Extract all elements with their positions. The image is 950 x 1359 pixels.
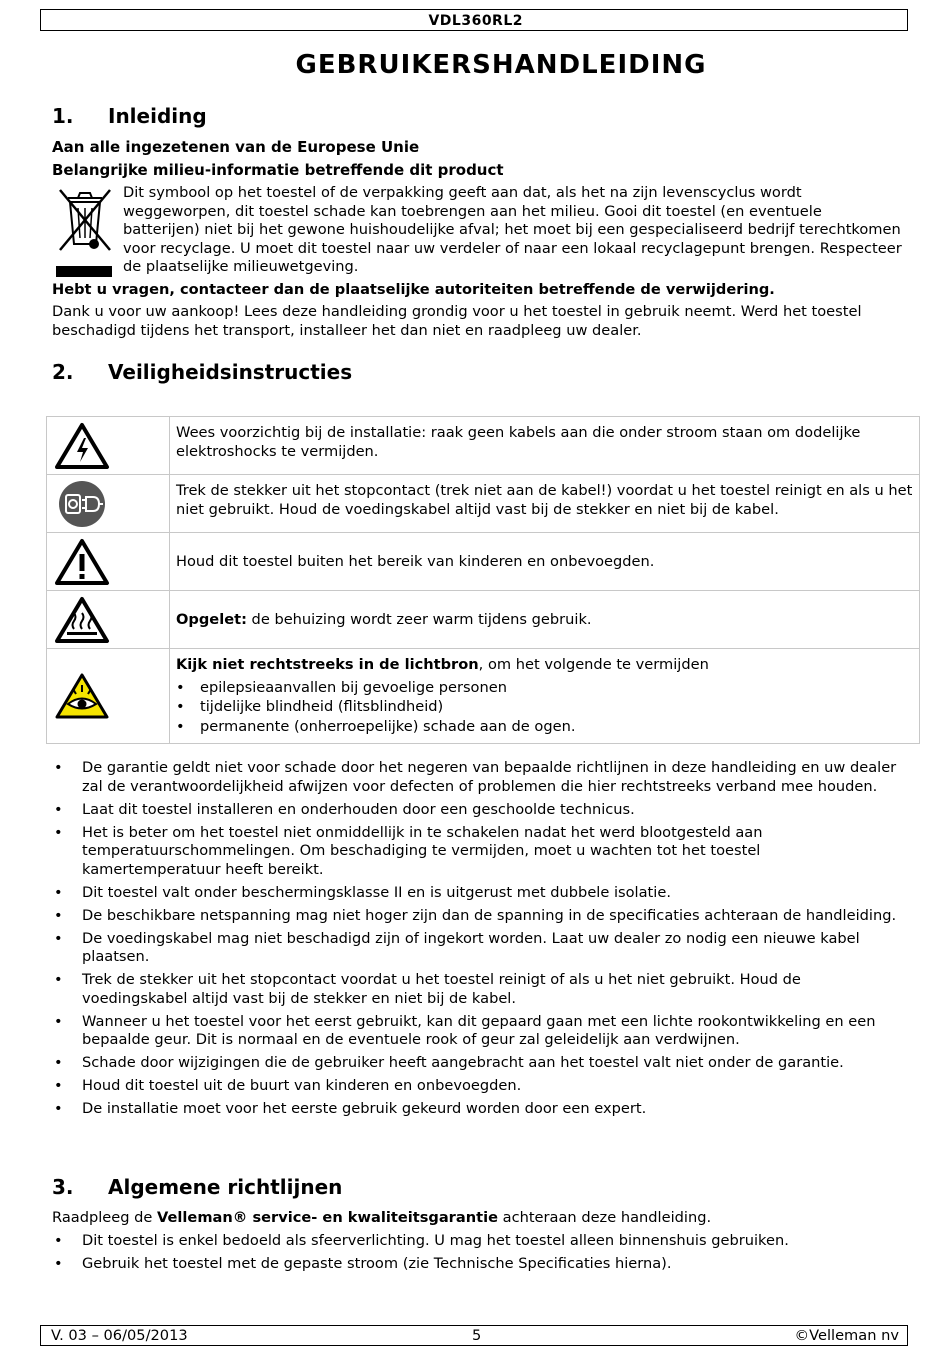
weee-text: Dit symbool op het toestel of de verpakking geeft aan dat, als het na zijn levenscyclus wordt weggeworpen, dit toestel schade kan toebrengen aan het milieu. Gooi dit toestel (en eventuele batterijen) niet bij het gewone huishoudelijke afval; het moet bij een gespecialiseerd bedrijf terechtkomen voor recyclage. U moet dit toestel naar uw verdeler of naar een lokaal recyclagepunt brengen. Respecteer de plaatselijke milieuwetgeving.	[123, 184, 902, 275]
intro-text-end: achteraan deze handleiding.	[497, 1209, 712, 1226]
eye-light-warning-icon	[53, 671, 111, 721]
list-item: • Gebruik het toestel met de gepaste stroom (zie Technische Specificaties hierna).	[52, 1255, 902, 1274]
safety-row	[47, 591, 920, 649]
version-date: V. 03 – 06/05/2013	[51, 1327, 188, 1344]
list-item: • epilepsieaanvallen bij gevoelige personen	[176, 679, 913, 698]
section-title: Inleiding	[108, 104, 207, 128]
crossed-bin-icon	[54, 184, 116, 279]
eye-warning-intro	[176, 656, 913, 675]
list-item: • Het is beter om het toestel niet onmiddellijk in te schakelen nadat het werd blootgesteld aan temperatuurschommelingen. Om beschadiging te vermijden, moet u wachten tot het toestel kamertemperatuur heeft bereikt.	[52, 824, 902, 880]
guidelines-list	[52, 1232, 902, 1278]
warning-text: de behuizing wordt zeer warm tijdens gebruik.	[246, 610, 592, 628]
authorities-note: Hebt u vragen, contacteer dan de plaatselijke autoriteiten betreffende de verwijdering.	[52, 281, 775, 298]
list-item: • Dit toestel valt onder beschermingsklasse II en is uitgerust met dubbele isolatie.	[52, 884, 902, 903]
page-header	[40, 9, 908, 31]
list-item: • permanente (onherroepelijke) schade aan de ogen.	[176, 718, 913, 737]
thanks-text: Dank u voor uw aankoop! Lees deze handleiding grondig voor u het toestel in gebruik neemt. Werd het toestel beschadigd tijdens het transport, installeer het dan niet en raadpleeg uw dealer.	[52, 303, 862, 339]
eu-heading: Aan alle ingezetenen van de Europese Unie	[52, 138, 420, 156]
list-item: • Houd dit toestel uit de buurt van kinderen en onbevoegden.	[52, 1077, 902, 1096]
safety-row	[47, 533, 920, 591]
copyright: ©Velleman nv	[794, 1327, 899, 1344]
section-title: Algemene richtlijnen	[108, 1175, 343, 1199]
guarantee-name: Velleman® service- en kwaliteitsgarantie	[157, 1209, 498, 1226]
section-3-heading	[52, 1175, 342, 1199]
section-2-heading	[52, 360, 352, 384]
section-1-heading	[52, 104, 207, 128]
list-item: • Wanneer u het toestel voor het eerst gebruikt, kan dit gepaard gaan met een lichte rookontwikkeling en een bepaalde geur. Dit is normaal en de eventuele rook of geur zal geleidelijk aan verdwijnen.	[52, 1013, 902, 1050]
list-item: • De installatie moet voor het eerste gebruik gekeurd worden door een expert.	[52, 1100, 902, 1119]
safety-text	[170, 591, 920, 649]
eye-warning-list	[176, 679, 913, 737]
list-item: • Trek de stekker uit het stopcontact voordat u het toestel reinigt of als u het niet gebruikt. Houd de voedingskabel altijd vast bij de stekker en niet bij de kabel.	[52, 971, 902, 1008]
model-number: VDL360RL2	[428, 13, 523, 29]
section-number: 1.	[52, 104, 74, 128]
warning-text: , om het volgende te vermijden	[478, 656, 709, 673]
list-item: • Laat dit toestel installeren en onderhouden door een geschoolde technicus.	[52, 801, 902, 820]
list-item: • Schade door wijzigingen die de gebruiker heeft aangebracht aan het toestel valt niet onder de garantie.	[52, 1054, 902, 1073]
document-title: GEBRUIKERSHANDLEIDING	[295, 50, 707, 80]
general-warning-icon	[53, 537, 111, 587]
list-item: • tijdelijke blindheid (flitsblindheid)	[176, 698, 913, 717]
safety-text: Houd dit toestel buiten het bereik van kinderen en onbevoegden.	[170, 533, 920, 591]
safety-row	[47, 417, 920, 475]
list-item: • De garantie geldt niet voor schade door het negeren van bepaalde richtlijnen in deze handleiding en uw dealer zal de verantwoordelijkheid afwijzen voor defecten of problemen die hier rechtstreeks verband mee houden.	[52, 759, 902, 796]
safety-text: Wees voorzichtig bij de installatie: raak geen kabels aan die onder stroom staan om dodelijke elektroshocks te vermijden.	[170, 417, 920, 475]
page-number: 5	[472, 1327, 482, 1344]
list-item: • De beschikbare netspanning mag niet hoger zijn dan de spanning in de specificaties achteraan de handleiding.	[52, 907, 902, 926]
list-item: • De voedingskabel mag niet beschadigd zijn of ingekort worden. Laat uw dealer zo nodig een nieuwe kabel plaatsen.	[52, 930, 902, 967]
safety-row	[47, 649, 920, 744]
electric-shock-warning-icon	[53, 421, 111, 471]
warning-label: Opgelet:	[176, 610, 247, 628]
section-number: 2.	[52, 360, 74, 384]
environment-heading: Belangrijke milieu-informatie betreffende dit product	[52, 161, 504, 179]
list-item: • Dit toestel is enkel bedoeld als sfeerverlichting. U mag het toestel alleen binnenshuis gebruiken.	[52, 1232, 902, 1251]
intro-text: Raadpleeg de	[52, 1209, 158, 1226]
section-title: Veiligheidsinstructies	[108, 360, 353, 384]
guarantee-intro	[52, 1209, 711, 1228]
safety-text: Trek de stekker uit het stopcontact (trek niet aan de kabel!) voordat u het toestel reinigt en als u het niet gebruikt. Houd de voedingskabel altijd vast bij de stekker en niet bij de kabel.	[170, 475, 920, 533]
section-number: 3.	[52, 1175, 74, 1199]
unplug-icon	[53, 479, 111, 529]
safety-text	[170, 649, 920, 744]
safety-row	[47, 475, 920, 533]
hot-surface-icon	[53, 595, 111, 645]
warning-label: Kijk niet rechtstreeks in de lichtbron	[176, 656, 479, 673]
safety-bullet-list	[52, 759, 902, 1123]
page-footer	[40, 1325, 908, 1346]
safety-table	[46, 416, 920, 744]
